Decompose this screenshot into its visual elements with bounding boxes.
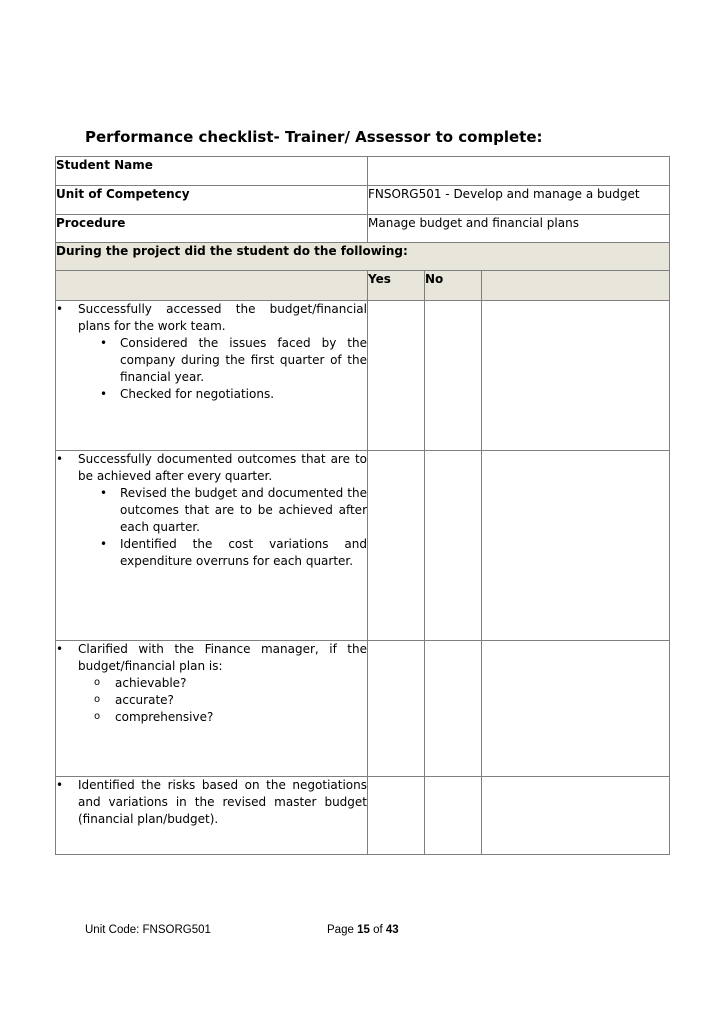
procedure-row [56,215,670,243]
checklist-item [56,301,368,451]
unit-of-competency-row [56,186,670,215]
no-cell[interactable] [425,641,482,777]
sub-bullet-item: • Checked for negotiations. [56,386,367,403]
no-cell[interactable] [425,777,482,855]
item-column-header [56,271,368,301]
comments-column-header [482,271,670,301]
footer-unit-code: Unit Code: FNSORG501 [85,924,211,936]
checklist-item [56,641,368,777]
checklist-item [56,451,368,641]
comments-cell[interactable] [482,641,670,777]
page-of: of [373,924,383,936]
yes-column-header: Yes [368,271,425,301]
checklist-item [56,777,368,855]
no-column-header: No [425,271,482,301]
main-bullet-text: • Clarified with the Finance manager, if the budget/financial plan is: [56,641,367,675]
sub-bullet-list [56,485,367,570]
checklist-item-row [56,641,670,777]
yes-cell[interactable] [368,301,425,451]
page-total: 43 [385,924,399,936]
column-header-row [56,271,670,301]
unit-of-competency-label: Unit of Competency [56,186,368,215]
main-bullet-text: • Identified the risks based on the negotiations and variations in the revised master budget (financial plan/budget). [56,777,367,828]
main-bullet-text: • Successfully documented outcomes that are to be achieved after every quarter. [56,451,367,485]
yes-cell[interactable] [368,777,425,855]
yes-cell[interactable] [368,641,425,777]
circle-bullet-list [56,675,367,726]
yes-cell[interactable] [368,451,425,641]
sub-bullet-list [56,335,367,403]
student-name-label: Student Name [56,157,368,186]
circle-bullet-item: o comprehensive? [56,709,367,726]
procedure-value: Manage budget and financial plans [368,215,670,243]
unit-of-competency-value: FNSORG501 - Develop and manage a budget [368,186,670,215]
checklist-item-row [56,777,670,855]
no-cell[interactable] [425,301,482,451]
comments-cell[interactable] [482,451,670,641]
checklist-item-row [56,451,670,641]
sub-bullet-item: • Identified the cost variations and expenditure overruns for each quarter. [56,536,367,570]
performance-checklist-table [55,156,670,855]
page-title: Performance checklist- Trainer/ Assessor to complete: [85,128,543,146]
no-cell[interactable] [425,451,482,641]
comments-cell[interactable] [482,301,670,451]
sub-bullet-item: • Considered the issues faced by the company during the first quarter of the financial year. [56,335,367,386]
main-bullet-text: • Successfully accessed the budget/financial plans for the work team. [56,301,367,335]
student-name-row [56,157,670,186]
student-name-value[interactable] [368,157,670,186]
procedure-label: Procedure [56,215,368,243]
section-heading-row [56,243,670,271]
page-word: Page [327,924,354,936]
page-current: 15 [357,924,370,936]
comments-cell[interactable] [482,777,670,855]
sub-bullet-item: • Revised the budget and documented the outcomes that are to be achieved after each quarter. [56,485,367,536]
section-heading: During the project did the student do the following: [56,243,670,271]
footer-page-number [327,924,399,936]
circle-bullet-item: o achievable? [56,675,367,692]
checklist-item-row [56,301,670,451]
circle-bullet-item: o accurate? [56,692,367,709]
